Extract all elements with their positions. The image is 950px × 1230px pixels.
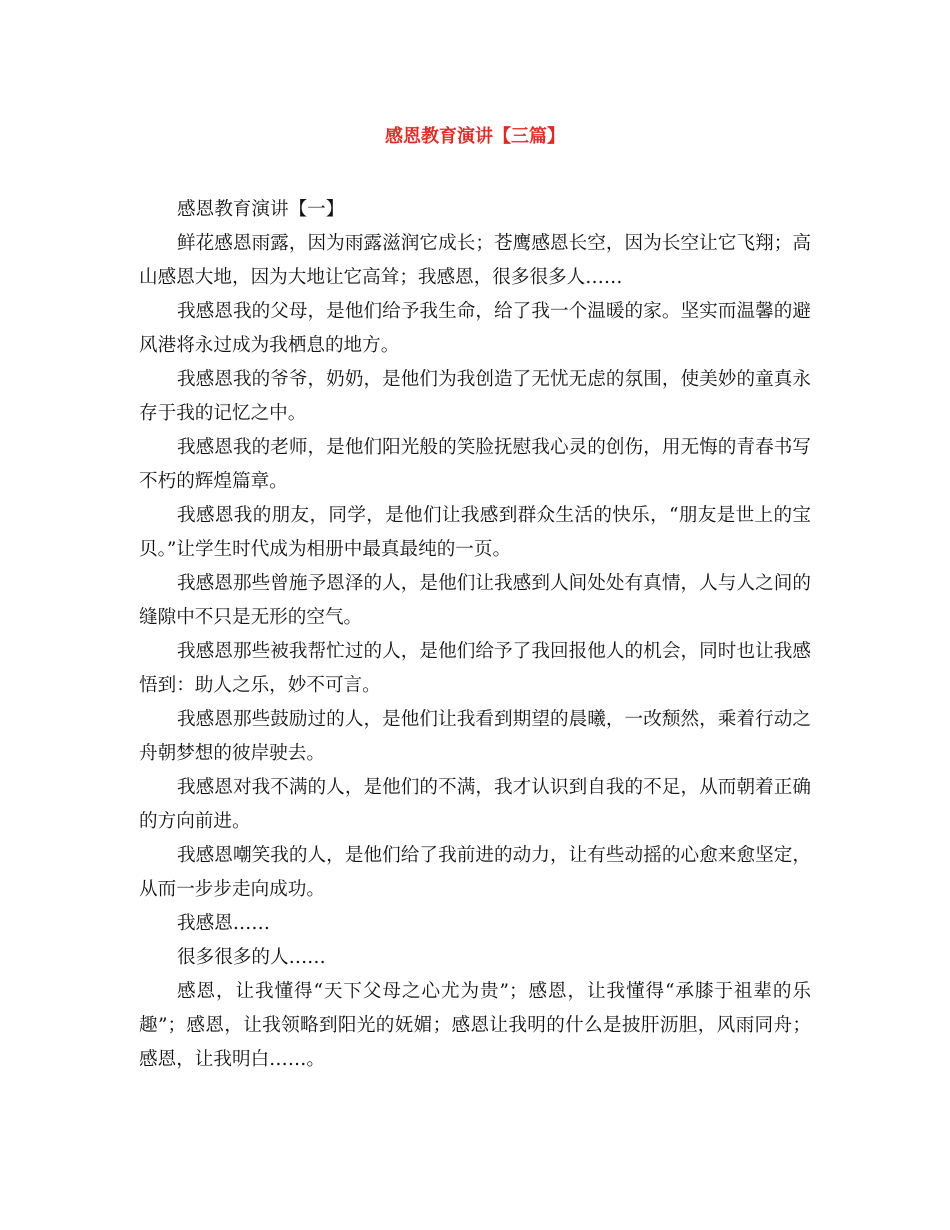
section-heading: 感恩教育演讲【一】 — [177, 199, 345, 220]
paragraph: 鲜花感恩雨露，因为雨露滋润它成长；苍鹰感恩长空，因为长空让它飞翔；高山感恩大地，因为大地让它高耸；我感恩，很多很多人…… — [139, 233, 811, 288]
paragraph: 我感恩那些曾施予恩泽的人，是他们让我感到人间处处有真情，人与人之间的缝隙中不只是无形的空气。 — [139, 573, 811, 628]
paragraph: 我感恩我的老师，是他们阳光般的笑脸抚慰我心灵的创伤，用无悔的青春书写不朽的辉煌篇章。 — [139, 437, 811, 492]
paragraph: 我感恩…… — [177, 913, 270, 934]
document-body — [139, 193, 811, 1077]
paragraph: 我感恩嘲笑我的人，是他们给了我前进的动力，让有些动摇的心愈来愈坚定，从而一步步走向成功。 — [139, 845, 811, 900]
paragraph: 我感恩那些鼓励过的人，是他们让我看到期望的晨曦，一改颓然，乘着行动之舟朝梦想的彼岸驶去。 — [139, 709, 811, 764]
paragraph: 我感恩我的爷爷，奶奶，是他们为我创造了无忧无虑的氛围，使美妙的童真永存于我的记忆之中。 — [139, 369, 811, 424]
paragraph: 感恩，让我懂得“天下父母之心尤为贵”；感恩，让我懂得“承膝于祖辈的乐趣”；感恩，让我领略到阳光的妩媚；感恩让我明的什么是披肝沥胆，风雨同舟；感恩，让我明白……。 — [139, 981, 811, 1070]
paragraph: 我感恩那些被我帮忙过的人，是他们给予了我回报他人的机会，同时也让我感悟到：助人之乐，妙不可言。 — [139, 641, 811, 696]
paragraph: 我感恩对我不满的人，是他们的不满，我才认识到自我的不足，从而朝着正确的方向前进。 — [139, 777, 811, 832]
document-title: 感恩教育演讲【三篇】 — [385, 126, 565, 147]
paragraph: 很多很多的人…… — [177, 947, 326, 968]
paragraph: 我感恩我的朋友，同学，是他们让我感到群众生活的快乐，“朋友是世上的宝贝。”让学生时代成为相册中最真最纯的一页。 — [139, 505, 811, 560]
paragraph: 我感恩我的父母，是他们给予我生命，给了我一个温暖的家。坚实而温馨的避风港将永过成为我栖息的地方。 — [139, 301, 811, 356]
